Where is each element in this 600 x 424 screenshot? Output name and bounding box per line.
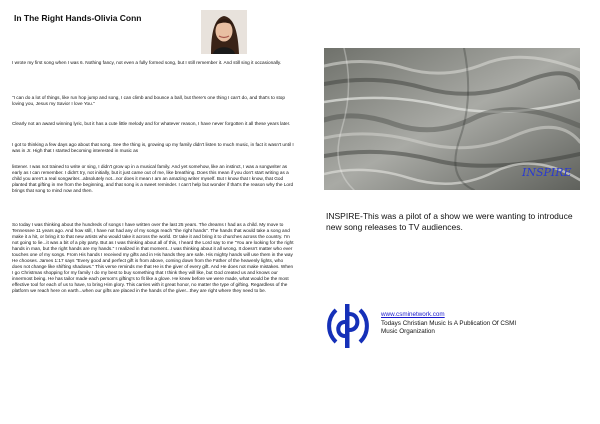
inspire-caption: INSPIRE-This was a pilot of a show we were wanting to introduce new song releases to TV audiences.	[326, 211, 573, 232]
csmi-line-1: Todays Christian Music Is A Publication Of CSMI	[381, 319, 517, 327]
paragraph: So today I was thinking about the hundreds of songs I have written over the last 25 years. The dreams I had as a child. My move to Tennessee 11 years ago. And how still, I have not had any of my songs reach "the right hands". The hands that would take a song and make it a hit, or bring it to that new artists who would take it across the world. Or take it and bring it to churches across the country. I'm not going to lie...it was a bit of a pity party. But as I was thinking about all of this, I heard the Lord say to me "You are looking for the right hands in man, but the right hands are my hands." I realized in that moment...I was thinking about it all wrong. It doesn't matter who ever touches one of my songs. From His hands I received my gifts and in His hands they are safe. His mighty hands will use them in the way He chooses. James 1:17 says "Every good and perfect gift is from above, coming down from the Father of the heavenly lights, who does not change like shifting shadows." This verse reminds me that He is the giver of every gift. And He does not make mistakes. When I go Christmas shopping for my family I do my best to buy something that I think they will like, but God created us and knows our innermost being. He has tailor made each person's gifting's to fit like a glove. He knew before we were made, what would be the most effective tool for each of us to have, to bring Him glory. This carries with it great honor, no matter the type of gifting. Regardless of the platform we reach here on earth...when our gifts are placed in the hands of the giver...they are right where they need to be.	[12, 222, 294, 293]
paragraph: "I can do a lot of things, like run hop jump and song, I can climb and bounce a ball, but there's one thing I can't do, and that's to stop loving you, Jesus my Savior I love You."	[12, 95, 286, 106]
paragraph: Clearly not an award winning lyric, but it has a cute little melody and for whatever reason, I have never forgotten it all these years later.	[12, 121, 291, 126]
csmi-line-2: Music Organization	[381, 328, 435, 336]
paragraph: I got to thinking a few days ago about that song. See the thing is, growing up my family didn't listen to much music, in fact it wasn't until I was in Jr. High that I started becoming interested in music as	[12, 142, 294, 153]
author-portrait-photo	[201, 10, 247, 54]
paragraph: listener. I was not trained to write or sing, I didn't grow up in a musical family. And yet somehow, like an instinct, I was a songwriter as early as I can remember. I didn't try, not initially, but it just came out of me, like breathing. Does this mean if you don't start writing as a child you aren't a real songwriter...absolutely not...nor does it mean I am an amazing writer myself. But I know that I know, that God planted that gifting in me from the beginning, and that song is a sweet reminder. I can't help but wonder if that's the reason why the Lord brings that song to mind now and then.	[12, 164, 294, 193]
article-title: In The Right Hands-Olivia Conn	[14, 13, 142, 23]
csmi-website-link[interactable]: www.csminetwork.com	[381, 311, 445, 318]
csmi-info	[381, 311, 516, 337]
inspire-watermark: INSPIRE	[522, 166, 572, 179]
paragraph: I wrote my first song when I was 6. Nothing fancy, not even a fully formed song, but I still remember it. And still sing it occasionally.	[12, 60, 282, 65]
csmi-logo-icon	[322, 300, 374, 352]
inspire-water-photo	[324, 48, 580, 190]
